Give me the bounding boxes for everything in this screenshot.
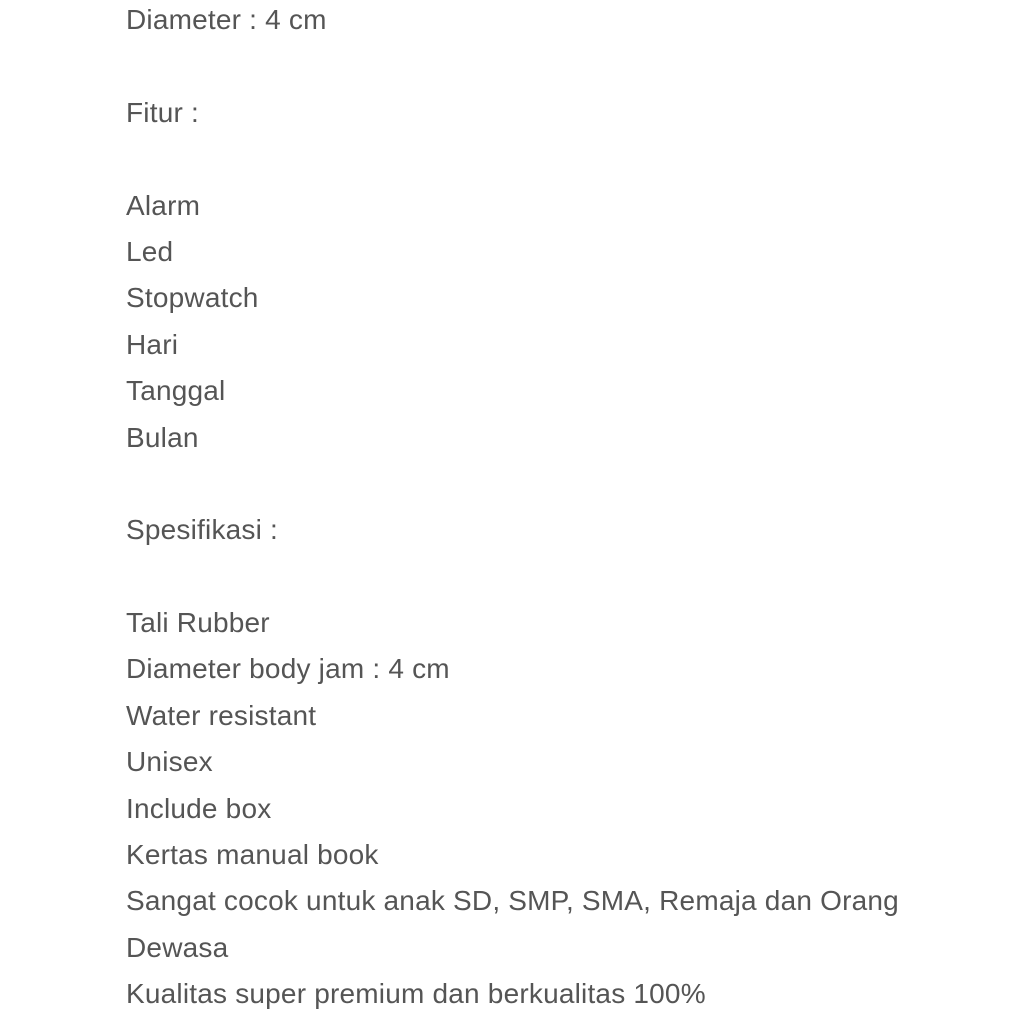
fitur-item: Bulan (126, 421, 199, 453)
spesifikasi-item: Diameter body jam : 4 cm (126, 653, 450, 685)
fitur-item: Stopwatch (126, 282, 259, 314)
spesifikasi-item: Dewasa (126, 931, 229, 963)
blank-line (126, 554, 986, 600)
blank-line (126, 43, 986, 89)
fitur-heading: Fitur : (126, 96, 199, 128)
spesifikasi-item: Kertas manual book (126, 839, 379, 871)
spesifikasi-heading: Spesifikasi : (126, 514, 278, 546)
spesifikasi-item: Sangat cocok untuk anak SD, SMP, SMA, Remaja dan Orang (126, 885, 899, 917)
spesifikasi-item: Include box (126, 792, 272, 824)
blank-line (126, 461, 986, 507)
diameter-line: Diameter : 4 cm (126, 4, 327, 35)
fitur-item: Led (126, 235, 174, 267)
spesifikasi-item: Water resistant (126, 699, 317, 731)
spesifikasi-item: Unisex (126, 746, 213, 778)
fitur-item: Tanggal (126, 375, 226, 407)
spesifikasi-item: Tali Rubber (126, 607, 270, 639)
product-description-text (126, 0, 986, 1018)
fitur-item: Hari (126, 328, 179, 360)
spesifikasi-item: Kualitas super premium dan berkualitas 100% (126, 978, 706, 1010)
fitur-item: Alarm (126, 189, 201, 221)
blank-line (126, 136, 986, 182)
